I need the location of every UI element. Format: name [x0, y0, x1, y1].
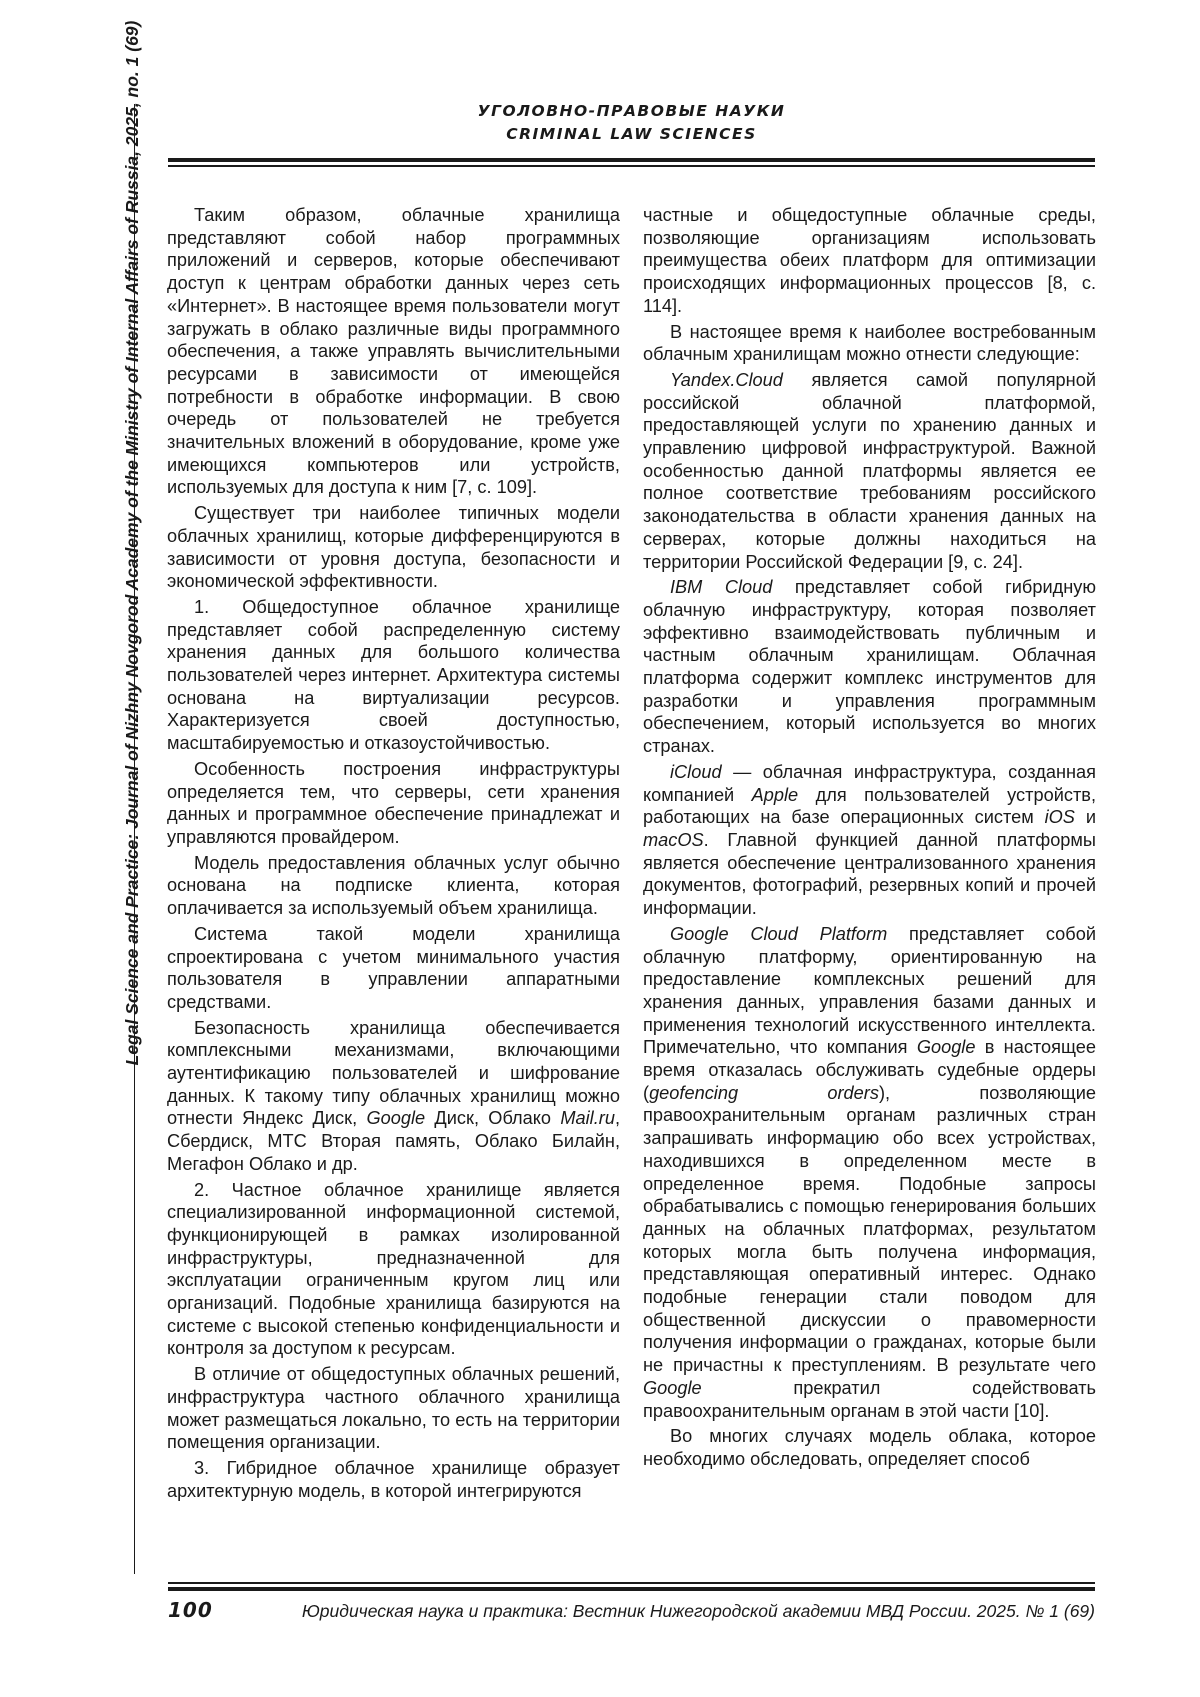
paragraph — [167, 1017, 620, 1176]
text-run: представляет собой облачную платформу, ориентированную на предоставление комплексных решений для хранения данных, управления базами данных и применения технологий искусственного интеллекта. Примечательно, что компания — [643, 923, 1096, 1058]
text-run: , Сбердиск, МТС Вторая память, Облако Билайн, Мегафон Облако и др. — [167, 1108, 620, 1174]
paragraph: 1. Общедоступное облачное хранилище представляет собой распределенную систему хранения данных для большого количества пользователей через интернет. Архитектура системы основана на виртуализации ресурсов. Характеризуется своей доступностью, масштабируемостью и отказоустойчивостью. — [167, 596, 620, 754]
paragraph — [643, 923, 1096, 1422]
emphasis: Mail.ru — [560, 1108, 615, 1129]
paragraph: В отличие от общедоступных облачных решений, инфраструктура частного облачного хранилища может размещаться локально, то есть на территории помещения организации. — [167, 1364, 620, 1453]
footer-journal-title: Юридическая наука и практика: Вестник Нижегородской академии МВД России. 2025. № 1 (69) — [301, 1601, 1095, 1621]
emphasis: iCloud — [670, 761, 722, 782]
emphasis: Google — [643, 1377, 702, 1398]
paragraph: Модель предоставления облачных услуг обычно основана на подписке клиента, которая оплачивается за используемый объем хранилища. — [167, 852, 620, 919]
text-run: является самой популярной российской облачной платформой, предоставляющей услуги по хранению данных и управлению цифровой инфраструктурой. Важной особенностью данной платформы является ее полное соответствие требованиям российского законодательства в области хранения данных на серверах, которые должны находиться на территории Российской Федерации [9, с. 24]. — [643, 369, 1096, 572]
text-run: представляет собой гибридную облачную инфраструктуру, которая позволяет эффективно взаимодействовать публичным и частным облачным хранилищам. Облачная платформа содержит комплекс инструментов для разработки и управления программным обеспечением, который используется во многих странах. — [643, 577, 1096, 757]
paragraph: Особенность построения инфраструктуры определяется тем, что серверы, сети хранения данных и программное обеспечение принадлежат и управляются провайдером. — [167, 758, 620, 847]
emphasis: IBM Cloud — [670, 577, 773, 598]
emphasis: Google — [366, 1108, 426, 1129]
paragraph: 3. Гибридное облачное хранилище образует архитектурную модель, в которой интегрируются — [167, 1457, 620, 1501]
paragraph: В настоящее время к наиболее востребованным облачным хранилищам можно отнести следующие: — [643, 321, 1096, 365]
header-russian: УГОЛОВНО-ПРАВОВЫЕ НАУКИ — [477, 102, 786, 120]
emphasis: macOS — [643, 829, 704, 850]
text-run: ), позволяющие правоохранительным органам различных стран запрашивать информацию обо всех устройствах, находившихся в определенном месте в определенное время. Подобные запросы обрабатывались с помощью генерирования больших данных на облачных платформах, результатом которых могла быть получена информация, представляющая оперативный интерес. Однако подобные генерации стали поводом для общественной дискуссии о правомерности получения информации о гражданах, которые были не причастны к преступлениям. В результате чего — [643, 1082, 1096, 1376]
header-rule-thin — [168, 165, 1095, 167]
emphasis: geofencing orders — [649, 1082, 879, 1103]
left-column — [167, 204, 620, 1505]
text-run: в настоящее время отказалась обслуживать судебные ордеры ( — [643, 1037, 1096, 1103]
footer-rule-thick — [168, 1587, 1095, 1591]
page-number: 100 — [168, 1598, 213, 1622]
text-run: Безопасность хранилища обеспечивается комплексными механизмами, включающими аутентификацию пользователей и шифрование данных. К такому типу облачных хранилищ можно отнести Яндекс Диск, — [167, 1017, 620, 1129]
paragraph — [643, 369, 1096, 573]
paragraph — [643, 576, 1096, 758]
right-column — [643, 204, 1096, 1474]
emphasis: Yandex.Cloud — [670, 369, 783, 390]
emphasis: Google — [916, 1037, 976, 1058]
side-journal-title: Legal Science and Practice: Journal of Nizhny Novgorod Academy of the Ministry of Internal Affairs of Russia, 2025, no. 1 (69) — [122, 20, 142, 1066]
emphasis: iOS — [1044, 807, 1075, 828]
text-run: — облачная инфраструктура, созданная компанией — [643, 761, 1096, 805]
text-run: Диск, Облако — [425, 1108, 561, 1129]
text-run: . Главной функцией данной платформы является обеспечение централизованного хранения документов, фотографий, резервных копий и прочей информации. — [643, 829, 1096, 919]
header-english: CRIMINAL LAW SCIENCES — [506, 125, 757, 143]
paragraph — [643, 761, 1096, 920]
text-run: для пользователей устройств, работающих на базе операционных систем — [643, 784, 1096, 828]
paragraph: Во многих случаях модель облака, которое необходимо обследовать, определяет способ — [643, 1426, 1096, 1469]
section-header — [168, 100, 1095, 146]
footer-rule-thin — [168, 1582, 1095, 1584]
paragraph-continuation: частные и общедоступные облачные среды, позволяющие организациям использовать преимущества обеих платформ для оптимизации происходящих информационных процессов [8, с. 114]. — [643, 205, 1096, 316]
paragraph: Таким образом, облачные хранилища представляют собой набор программных приложений и серверов, которые обеспечивают доступ к центрам обработки данных через сеть «Интернет». В настоящее время пользователи могут загружать в облако различные виды программного обеспечения, а также управлять вычислительными ресурсами в зависимости от имеющейся потребности в обработке информации. В свою очередь от пользователей не требуется значительных вложений в оборудование, кроме уже имеющихся компьютеров или устройств, используемых для доступа к ним [7, с. 109]. — [167, 205, 620, 498]
text-run: прекратил содействовать правоохранительным органам в этой части [10]. — [643, 1377, 1096, 1421]
header-rule-thick — [168, 158, 1095, 162]
text-run: и — [1074, 807, 1096, 828]
paragraph: 2. Частное облачное хранилище является специализированной информационной системой, функционирующей в рамках изолированной инфраструктуры, предназначенной для эксплуатации ограниченным кругом лиц или организаций. Подобные хранилища базируются на системе с высокой степенью конфиденциальности и контроля за доступом к ресурсам. — [167, 1179, 620, 1359]
emphasis: Google Cloud Platform — [670, 923, 888, 944]
paragraph: Система такой модели хранилища спроектирована с учетом минимального участия пользователя в управлении аппаратными средствами. — [167, 923, 620, 1012]
emphasis: Apple — [751, 784, 799, 805]
paragraph: Существует три наиболее типичных модели облачных хранилищ, которые дифференцируются в зависимости от уровня доступа, безопасности и экономической эффективности. — [167, 503, 620, 592]
